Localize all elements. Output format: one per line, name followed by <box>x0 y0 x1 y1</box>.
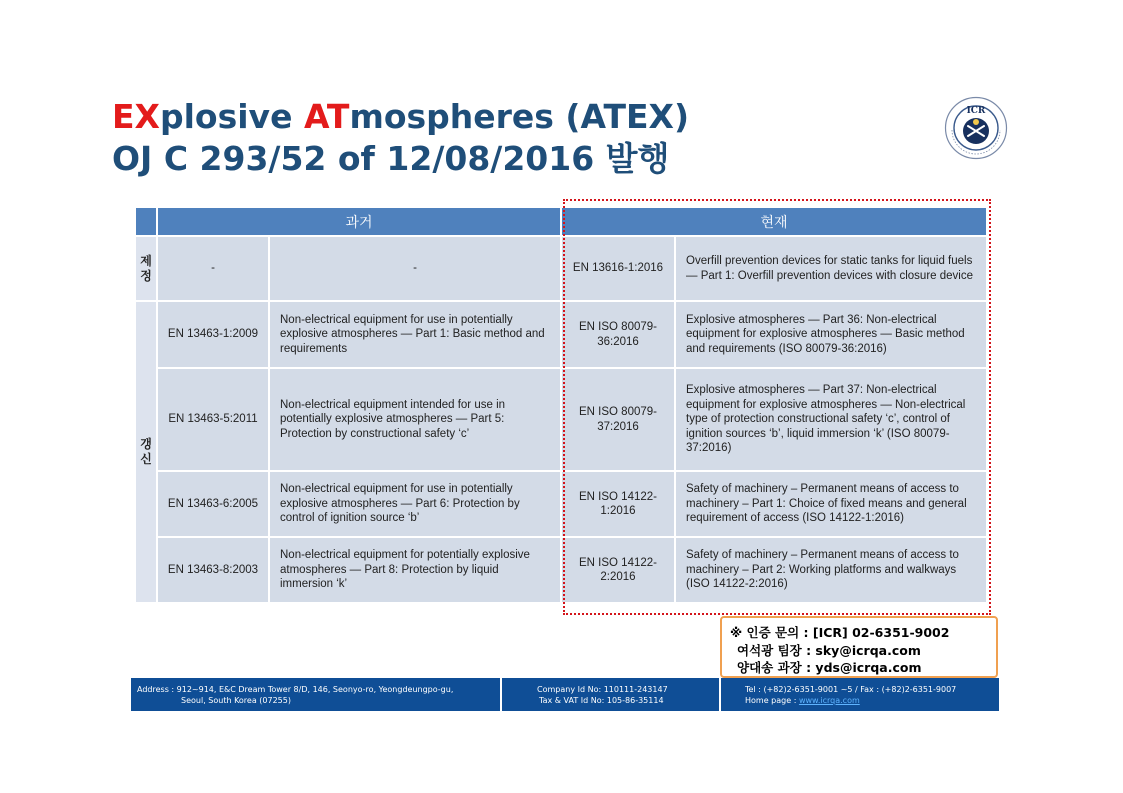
old-description-cell: - <box>269 236 561 301</box>
new-standard-cell: EN ISO 80079-36:2016 <box>561 301 675 368</box>
old-standard-cell: EN 13463-8:2003 <box>157 537 269 603</box>
table-row <box>135 537 987 603</box>
table-row <box>135 471 987 537</box>
old-description-cell: Non-electrical equipment intended for use in potentially explosive atmospheres — Part 5: Protection by constructional safety ‘c’ <box>269 368 561 471</box>
footer-homepage-label: Home page : <box>745 696 797 705</box>
footer-divider <box>719 678 721 711</box>
old-description-cell: Non-electrical equipment for use in potentially explosive atmospheres — Part 6: Protection by control of ignition source ‘b’ <box>269 471 561 537</box>
new-description-cell: Explosive atmospheres — Part 37: Non-electrical equipment for explosive atmospheres — Non-electrical type of protection constructional safety ‘c’, control of ignition sources ‘b’, liquid immersion ‘k’ (ISO 80079-37:2016) <box>675 368 987 471</box>
icr-logo <box>944 96 1008 160</box>
contact-line-manager-1: 여석광 팀장 : sky@icrqa.com <box>737 643 921 658</box>
title-line-2: OJ C 293/52 of 12/08/2016 발행 <box>112 139 670 178</box>
footer-homepage <box>745 695 860 706</box>
contact-line-manager-2: 양대송 과장 : yds@icrqa.com <box>737 660 922 675</box>
atex-standards-table <box>134 206 988 604</box>
table-row <box>135 301 987 368</box>
new-standard-cell: EN ISO 14122-2:2016 <box>561 537 675 603</box>
header-present: 현재 <box>561 207 987 236</box>
row-label-new: 제 정 <box>135 236 157 301</box>
new-description-cell: Safety of machinery – Permanent means of access to machinery – Part 1: Choice of fixed means and general requirement of access (ISO 14122-1:2016) <box>675 471 987 537</box>
new-standard-cell: EN ISO 14122-1:2016 <box>561 471 675 537</box>
new-standard-cell: EN 13616-1:2016 <box>561 236 675 301</box>
footer-company-id: Company Id No: 110111-243147 <box>537 685 668 694</box>
old-standard-cell: EN 13463-1:2009 <box>157 301 269 368</box>
table-row <box>135 236 987 301</box>
footer-bar <box>131 678 999 711</box>
contact-box <box>720 616 998 678</box>
row-label-update: 갱 신 <box>135 301 157 603</box>
title-ex: EX <box>112 97 160 136</box>
logo-text: ICR <box>966 106 986 116</box>
title-line-1 <box>112 96 689 138</box>
footer-homepage-link[interactable]: www.icrqa.com <box>798 696 860 705</box>
footer-tel-fax: Tel : (+82)2-6351-9001 ~5 / Fax : (+82)2-6351-9007 <box>745 685 957 694</box>
page-title <box>112 96 689 180</box>
old-description-cell: Non-electrical equipment for use in potentially explosive atmospheres — Part 1: Basic method and requirements <box>269 301 561 368</box>
title-at: AT <box>303 97 350 136</box>
footer-tax-id: Tax & VAT Id No: 105-86-35114 <box>539 696 664 705</box>
new-standard-cell: EN ISO 80079-37:2016 <box>561 368 675 471</box>
contact-line-inquiry: ※ 인증 문의 : [ICR] 02-6351-9002 <box>730 625 950 640</box>
footer-divider <box>500 678 502 711</box>
old-standard-cell: EN 13463-5:2011 <box>157 368 269 471</box>
old-standard-cell: - <box>157 236 269 301</box>
new-description-cell: Safety of machinery – Permanent means of access to machinery – Part 2: Working platforms and walkways (ISO 14122-2:2016) <box>675 537 987 603</box>
old-standard-cell: EN 13463-6:2005 <box>157 471 269 537</box>
old-description-cell: Non-electrical equipment for potentially explosive atmospheres — Part 8: Protection by liquid immersion ‘k’ <box>269 537 561 603</box>
table-corner <box>135 207 157 236</box>
title-plosive: plosive <box>160 97 304 136</box>
footer-address-line-1: Address : 912~914, E&C Dream Tower 8/D, 146, Seonyo-ro, Yeongdeungpo-gu, <box>137 685 454 694</box>
header-past: 과거 <box>157 207 561 236</box>
title-mospheres: mospheres (ATEX) <box>349 97 690 136</box>
new-description-cell: Explosive atmospheres — Part 36: Non-electrical equipment for explosive atmospheres — Basic method and requirements (ISO 80079-36:2016) <box>675 301 987 368</box>
footer-address-line-2: Seoul, South Korea (07255) <box>181 696 291 705</box>
table-row <box>135 368 987 471</box>
new-description-cell: Overfill prevention devices for static tanks for liquid fuels — Part 1: Overfill prevention devices with closure device <box>675 236 987 301</box>
